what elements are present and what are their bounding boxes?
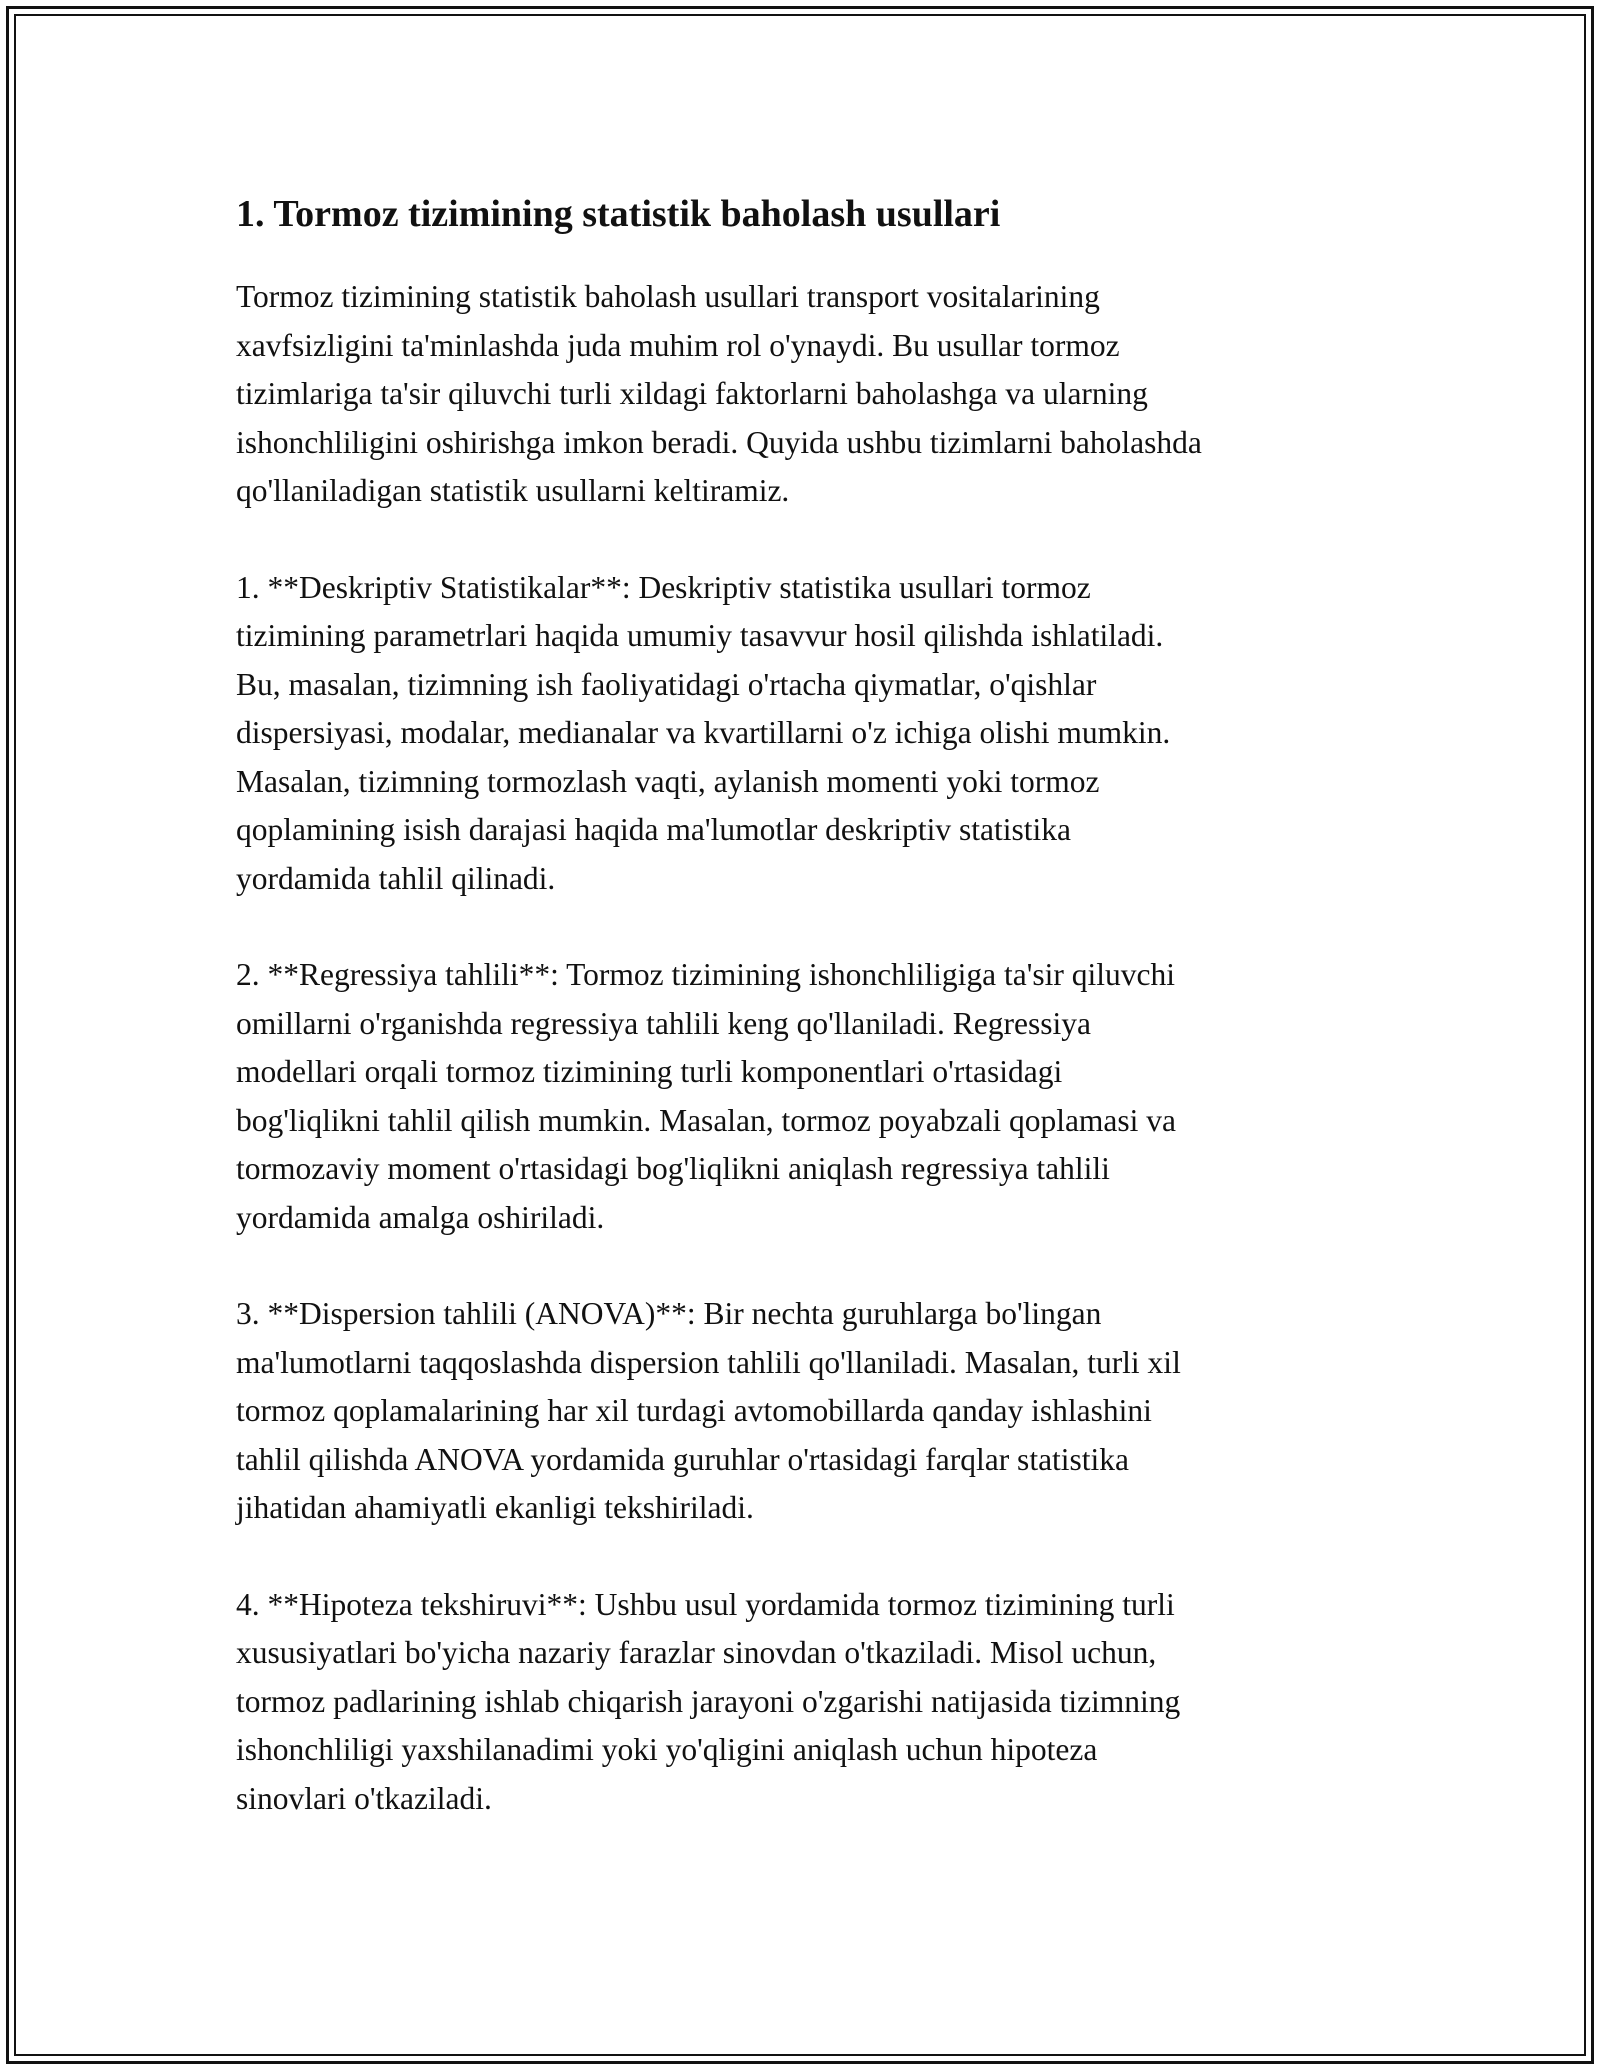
paragraph-line: yordamida amalga oshiriladi. — [236, 1199, 605, 1235]
paragraph-line: tormoz qoplamalarining har xil turdagi avtomobillarda qanday ishlashini — [236, 1393, 1152, 1428]
paragraph-line: Masalan, tizimning tormozlash vaqti, aylanish momenti yoki tormoz — [236, 763, 1100, 799]
paragraph-line: ishonchliligi yaxshilanadimi yoki yo'qligini aniqlash uchun hipoteza — [236, 1732, 1098, 1767]
paragraph-line: sinovlari o'tkaziladi. — [236, 1780, 492, 1816]
paragraph-line: tizimining parametrlari haqida umumiy tasavvur hosil qilishda ishlatiladi. — [236, 618, 1164, 653]
paragraph-line: dispersiyasi, modalar, medianalar va kvartillarni o'z ichiga olishi mumkin. — [236, 715, 1171, 750]
paragraph-line: tormoz padlarining ishlab chiqarish jarayoni o'zgarishi natijasida tizimning — [236, 1683, 1181, 1719]
paragraph-line: ishonchliligini oshirishga imkon beradi. Quyida ushbu tizimlarni baholashda — [236, 424, 1202, 460]
document-body — [236, 185, 1396, 1871]
paragraph-line: 2. **Regressiya tahlili**: Tormoz tizimining ishonchliligiga ta'sir qiluvchi — [236, 957, 1176, 992]
paragraph-line: Tormoz tizimining statistik baholash usullari transport vositalarining — [236, 279, 1100, 314]
descriptive-statistics-paragraph — [236, 564, 1396, 904]
paragraph-line: xususiyatlari bo'yicha nazariy farazlar sinovdan o'tkaziladi. Misol uchun, — [236, 1635, 1157, 1670]
paragraph-line: bog'liqlikni tahlil qilish mumkin. Masalan, tormoz poyabzali qoplamasi va — [236, 1102, 1177, 1138]
paragraph-line: 1. **Deskriptiv Statistikalar**: Deskriptiv statistika usullari tormoz — [236, 569, 1091, 605]
paragraph-line: tormozaviy moment o'rtasidagi bog'liqlikni aniqlash regressiya tahlili — [236, 1151, 1110, 1186]
regression-paragraph — [236, 951, 1396, 1242]
paragraph-line: xavfsizligini ta'minlashda juda muhim rol o'ynaydi. Bu usullar tormoz — [236, 327, 1120, 363]
paragraph-line: 4. **Hipoteza tekshiruvi**: Ushbu usul yordamida tormoz tizimining turli — [236, 1586, 1175, 1622]
paragraph-line: Bu, masalan, tizimning ish faoliyatidagi o'rtacha qiymatlar, o'qishlar — [236, 666, 1097, 702]
intro-paragraph — [236, 273, 1396, 516]
paragraph-line: tizimlariga ta'sir qiluvchi turli xildagi faktorlarni baholashga va ularning — [236, 376, 1148, 411]
paragraph-line: omillarni o'rganishda regressiya tahlili keng qo'llaniladi. Regressiya — [236, 1005, 1091, 1041]
paragraph-line: 3. **Dispersion tahlili (ANOVA)**: Bir nechta guruhlarga bo'lingan — [236, 1296, 1102, 1331]
paragraph-line: qoplamining isish darajasi haqida ma'lumotlar deskriptiv statistika — [236, 812, 1072, 847]
paragraph-line: yordamida tahlil qilinadi. — [236, 860, 556, 896]
paragraph-line: modellari orqali tormoz tizimining turli komponentlari o'rtasidagi — [236, 1054, 1063, 1089]
paragraph-line: qo'llaniladigan statistik usullarni keltiramiz. — [236, 473, 790, 508]
document-title: 1. Tormoz tizimining statistik baholash usullari — [236, 193, 1001, 235]
paragraph-line: ma'lumotlarni taqqoslashda dispersion tahlili qo'llaniladi. Masalan, turli xil — [236, 1344, 1181, 1380]
hypothesis-testing-paragraph — [236, 1581, 1396, 1824]
anova-paragraph — [236, 1290, 1396, 1533]
paragraph-line: tahlil qilishda ANOVA yordamida guruhlar o'rtasidagi farqlar statistika — [236, 1441, 1130, 1477]
paragraph-line: jihatidan ahamiyatli ekanligi tekshiriladi. — [236, 1490, 754, 1525]
